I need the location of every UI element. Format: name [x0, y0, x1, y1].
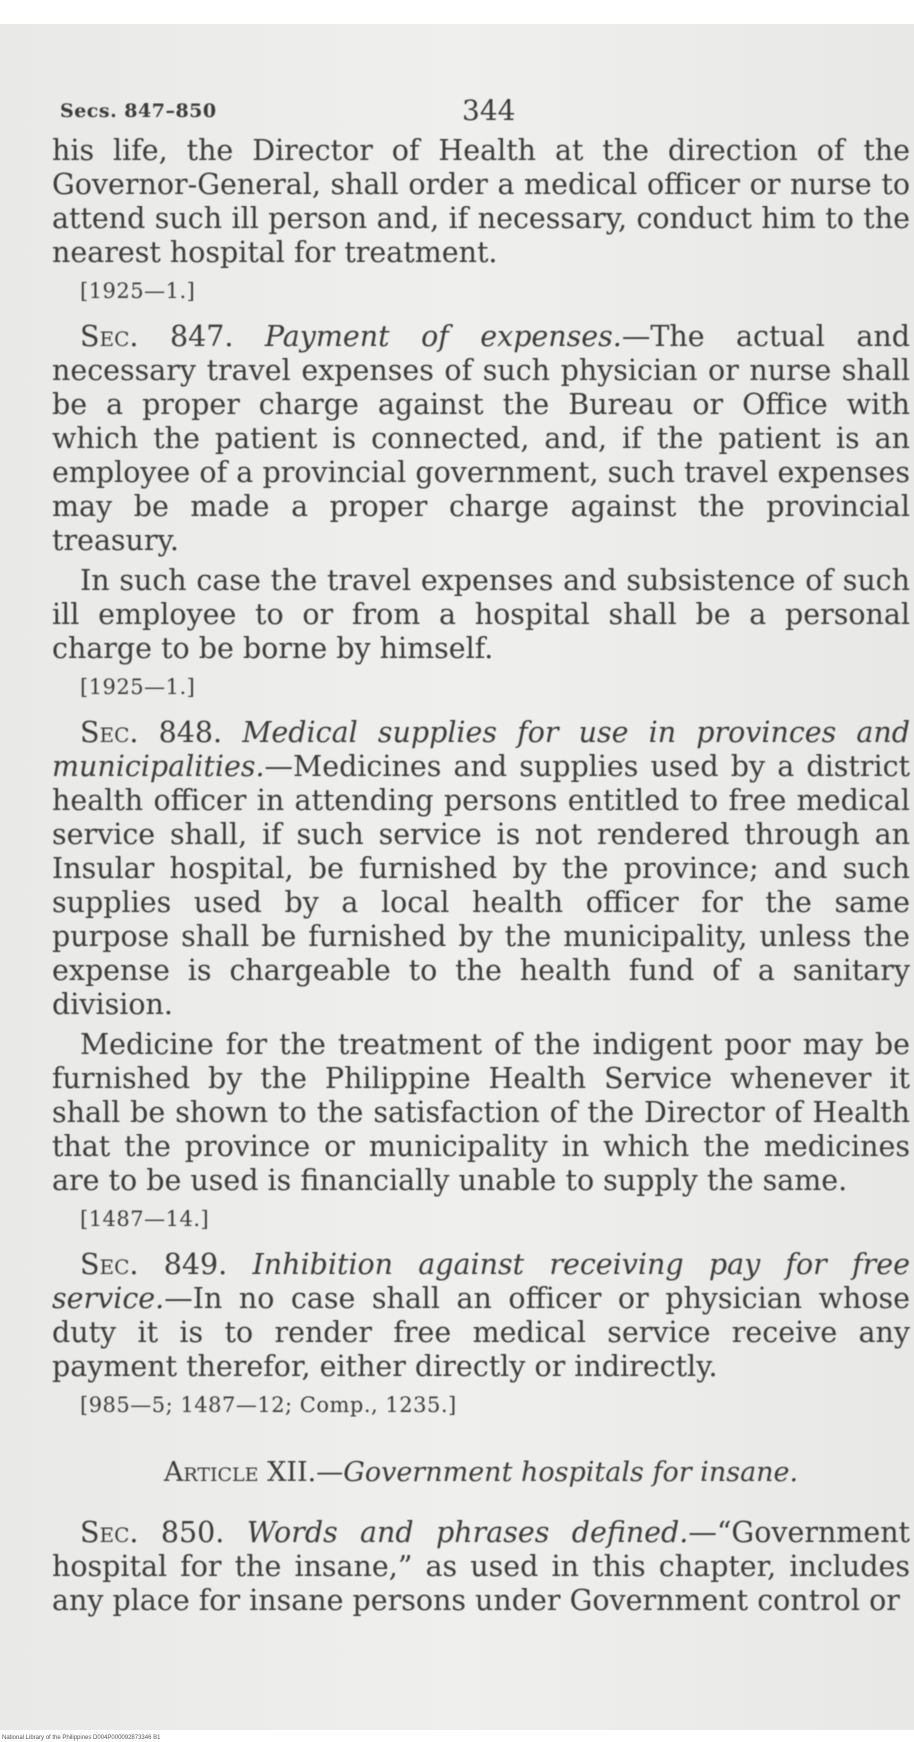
section-text: —In no case shall an officer or physician whose duty it is to render free medical service receive any payment therefor, either directly or indirectly.: [52, 1282, 910, 1383]
section-848: [52, 716, 910, 1022]
article-title: —Government hospitals for insane.: [316, 1457, 799, 1488]
section-text: —Medicines and supplies used by a district health officer in attending persons entitled to free medical service shall, if such service is not rendered through an Insular hospital, be furnished by the province; and such supplies used by a local health officer for the same purpose shall be furnished by the municipality, unless the expense is chargeable to the health fund of a sanitary division.: [52, 750, 910, 1021]
section-reference: Secs. 847–850: [60, 100, 217, 122]
section-849: [52, 1248, 910, 1384]
section-text: —The actual and necessary travel expenses of such physician or nurse shall be a proper charge against the Bureau or Office with which the patient is connected, and, if the patient is an employee of a provincial government, such travel expenses may be made a proper charge against the provincial treasury.: [52, 320, 910, 557]
footer-strip: [0, 1730, 914, 1742]
paragraph-continued: his life, the Director of Health at the direction of the Governor-General, shall order a medical officer or nurse to attend such ill person and, if necessary, conduct him to the nearest hospital for treatment.: [52, 134, 910, 269]
section-title: Medical supplies for use in provinces and municipalities.: [52, 716, 911, 783]
article-label: Article XII.: [163, 1457, 317, 1488]
source-footer: National Library of the Philippines D004P000092873346 B1: [2, 1735, 161, 1741]
section-title: Inhibition against receiving pay for free service.: [52, 1248, 910, 1315]
citation: [1487—14.]: [80, 1207, 210, 1231]
section-text: —“Government hospital for the insane,” as used in this chapter, includes any place for insane persons under Government control or: [52, 1516, 910, 1617]
section-label: Sec. 849.: [80, 1248, 228, 1281]
page-number: 344: [462, 94, 516, 127]
section-850: [52, 1516, 910, 1618]
paragraph: Medicine for the treatment of the indigent poor may be furnished by the Philippine Health Service whenever it shall be shown to the satisfaction of the Director of Health that the province or municipality in which the medicines are to be used is financially unable to supply the same.: [52, 1028, 910, 1197]
section-title: Words and phrases defined.: [246, 1516, 689, 1549]
page-content: [52, 94, 910, 1624]
scanned-page: [0, 24, 914, 1730]
citation: [1925—1.]: [80, 675, 196, 699]
article-heading: [52, 1456, 910, 1490]
section-label: Sec. 847.: [80, 320, 234, 353]
section-label: Sec. 850.: [80, 1516, 225, 1549]
running-head: [52, 94, 910, 134]
section-title: Payment of expenses.: [264, 320, 622, 353]
citation: [1925—1.]: [80, 279, 196, 303]
section-label: Sec. 848.: [80, 716, 223, 749]
paragraph: In such case the travel expenses and subsistence of such ill employee to or from a hospital shall be a personal charge to be borne by himself.: [52, 564, 910, 665]
section-847: [52, 320, 910, 558]
citation: [985—5; 1487—12; Comp., 1235.]: [80, 1393, 457, 1417]
